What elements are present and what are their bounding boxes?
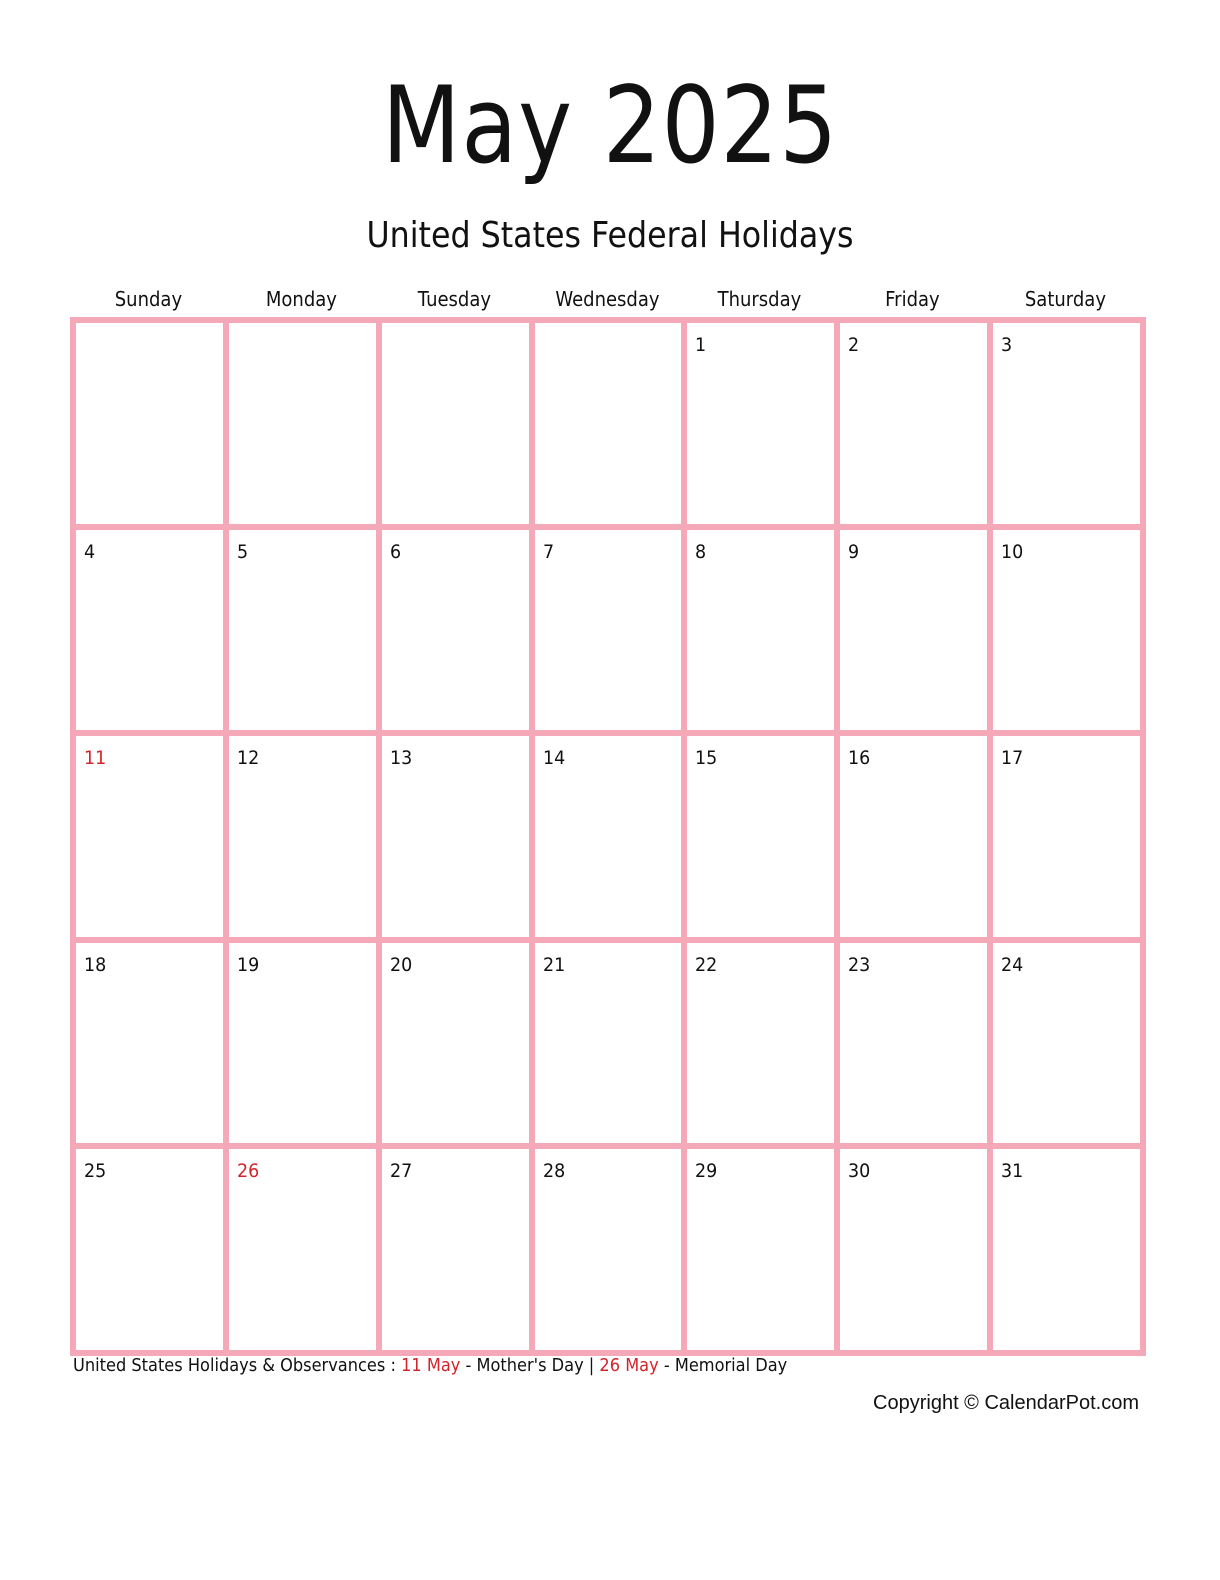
holiday-name: - Mother's Day | xyxy=(465,1355,595,1376)
holiday-date: 11 May xyxy=(401,1355,461,1376)
day-cell xyxy=(687,1149,834,1350)
day-number: 1 xyxy=(695,334,707,356)
day-number: 16 xyxy=(848,747,871,770)
empty-day-cell xyxy=(535,323,682,524)
day-number: 7 xyxy=(542,540,554,563)
day-cell xyxy=(229,1149,376,1350)
day-number: 4 xyxy=(84,540,96,563)
day-number: 8 xyxy=(695,540,707,563)
weekday-wednesday: Wednesday xyxy=(554,287,660,311)
holiday-day-number: 11 xyxy=(84,747,107,770)
day-cell xyxy=(535,1149,682,1350)
day-number: 19 xyxy=(236,953,260,976)
weekday-monday: Monday xyxy=(265,287,337,311)
day-number: 27 xyxy=(389,1160,412,1183)
empty-day-cell xyxy=(382,323,529,524)
day-cell xyxy=(840,736,987,937)
day-number: 24 xyxy=(1001,953,1024,976)
day-cell xyxy=(76,1149,223,1350)
day-number: 29 xyxy=(695,1160,718,1183)
day-cell xyxy=(535,943,682,1144)
day-cell xyxy=(229,530,376,731)
day-cell xyxy=(687,530,834,731)
day-cell xyxy=(76,736,223,937)
day-number: 25 xyxy=(84,1160,107,1183)
day-number: 14 xyxy=(542,747,565,770)
day-cell xyxy=(229,943,376,1144)
day-cell xyxy=(535,530,682,731)
page-title: May 2025 xyxy=(381,64,839,187)
day-cell xyxy=(382,530,529,731)
day-number: 20 xyxy=(389,953,412,976)
day-cell xyxy=(840,530,987,731)
day-number: 23 xyxy=(848,953,871,976)
day-cell xyxy=(840,1149,987,1350)
day-cell xyxy=(687,323,834,524)
day-number: 5 xyxy=(236,540,248,563)
weekday-thursday: Thursday xyxy=(717,287,802,311)
day-number: 21 xyxy=(542,953,565,976)
day-cell xyxy=(687,736,834,937)
day-number: 2 xyxy=(848,334,860,356)
weekday-header-row xyxy=(72,284,1142,314)
day-cell xyxy=(840,943,987,1144)
day-cell xyxy=(993,736,1140,937)
day-cell xyxy=(76,530,223,731)
day-cell xyxy=(76,943,223,1144)
day-number: 15 xyxy=(695,747,718,770)
weekday-friday: Friday xyxy=(885,287,940,311)
day-number: 13 xyxy=(389,747,412,770)
weekday-tuesday: Tuesday xyxy=(417,287,491,311)
day-cell xyxy=(687,943,834,1144)
day-number: 28 xyxy=(542,1160,565,1183)
empty-day-cell xyxy=(76,323,223,524)
day-number: 9 xyxy=(848,540,860,563)
day-number: 31 xyxy=(1001,1160,1024,1183)
day-number: 22 xyxy=(695,953,718,976)
day-cell xyxy=(993,1149,1140,1350)
holidays-label: United States Holidays & Observances : xyxy=(73,1355,396,1376)
holidays-legend xyxy=(73,1354,787,1378)
weekday-sunday: Sunday xyxy=(114,287,183,311)
holiday-name: - Memorial Day xyxy=(663,1355,788,1376)
day-cell xyxy=(229,736,376,937)
day-cell xyxy=(382,736,529,937)
day-cell xyxy=(840,323,987,524)
day-number: 10 xyxy=(1001,540,1024,563)
empty-day-cell xyxy=(229,323,376,524)
day-cell xyxy=(993,943,1140,1144)
day-number: 30 xyxy=(848,1160,871,1183)
page-subtitle: United States Federal Holidays xyxy=(366,215,854,256)
day-cell xyxy=(382,943,529,1144)
day-cell xyxy=(535,736,682,937)
day-number: 3 xyxy=(1001,334,1013,356)
weekday-saturday: Saturday xyxy=(1025,287,1107,311)
day-number: 12 xyxy=(236,747,260,770)
day-cell xyxy=(993,530,1140,731)
copyright-text: Copyright © CalendarPot.com xyxy=(873,1392,1139,1414)
day-number: 18 xyxy=(84,953,107,976)
holiday-date: 26 May xyxy=(599,1355,659,1376)
day-number: 17 xyxy=(1001,747,1024,770)
day-number: 6 xyxy=(389,540,401,563)
day-cell xyxy=(993,323,1140,524)
holiday-day-number: 26 xyxy=(236,1160,260,1183)
day-cell xyxy=(382,1149,529,1350)
calendar-grid xyxy=(70,317,1146,1356)
